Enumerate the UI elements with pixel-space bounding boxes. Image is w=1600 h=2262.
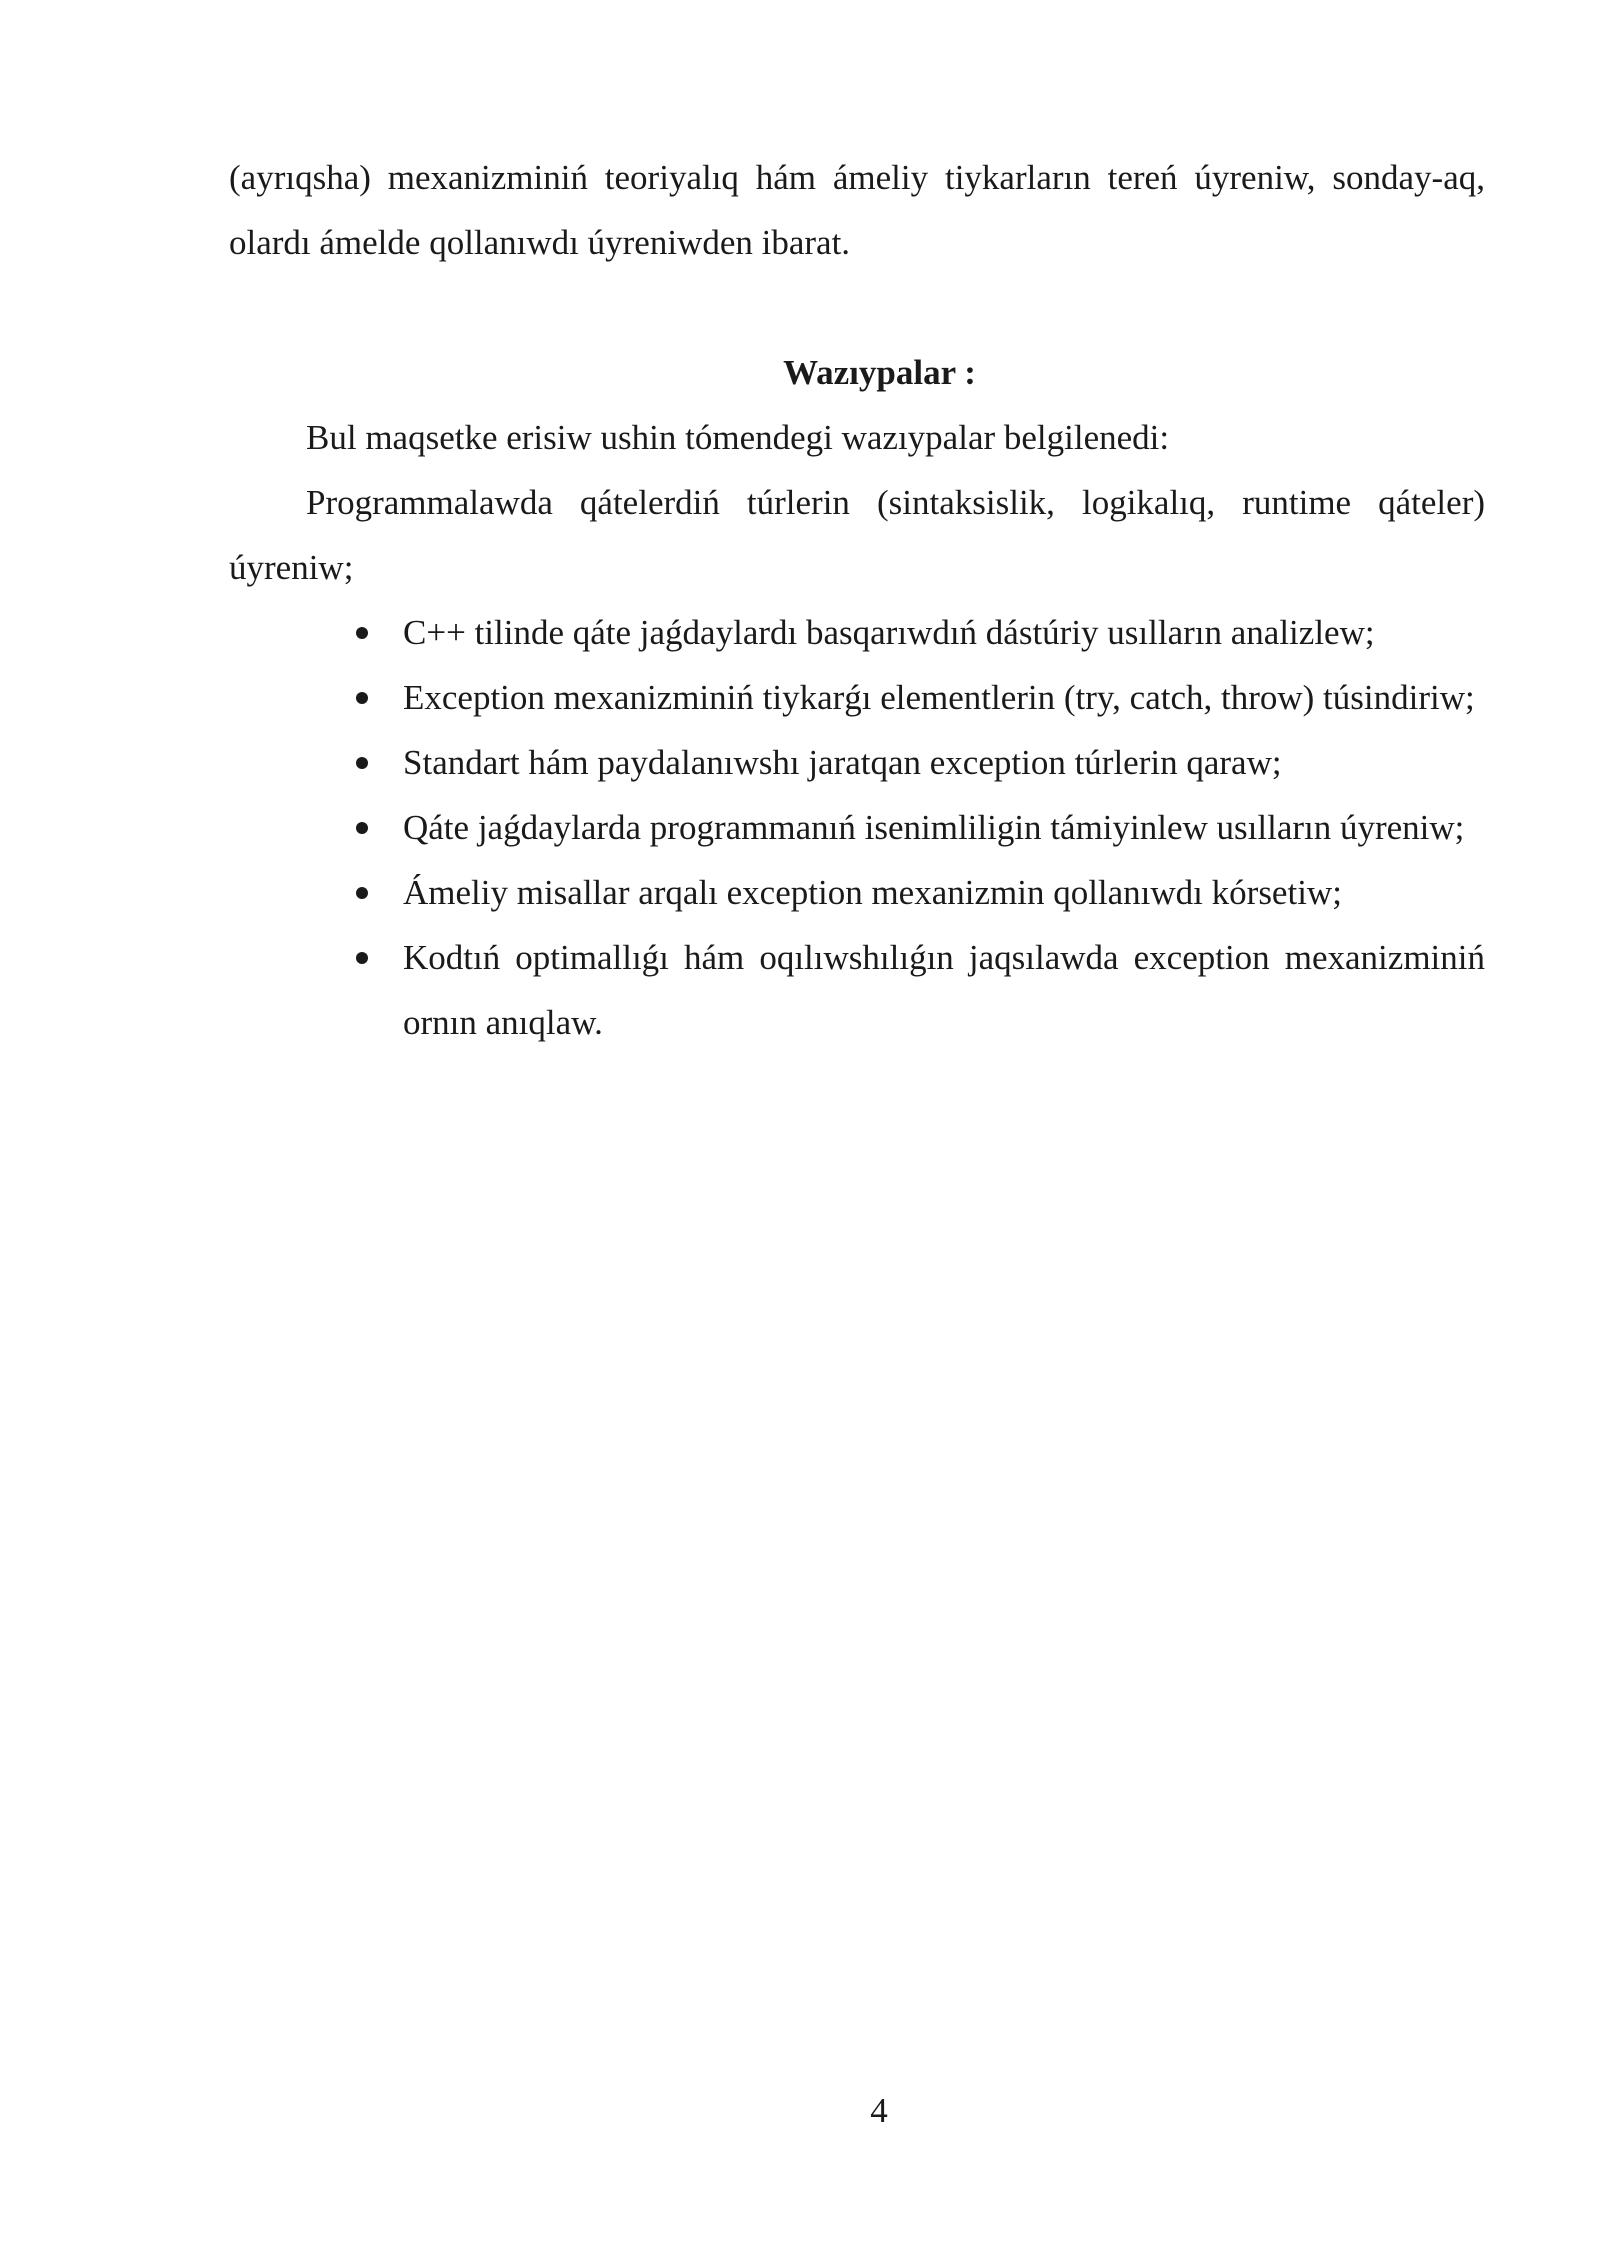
bullet-icon	[356, 952, 368, 964]
list-item-text: Exception mexanizminiń tiykarǵı elementlerin (try, catch, throw) túsindiriw;	[403, 678, 1475, 717]
list-item	[229, 795, 1485, 860]
lead-paragraph: Bul maqsetke erisiw ushin tómendegi wazıypalar belgilenedi:	[306, 418, 1170, 457]
list-item-text: Ámeliy misallar arqalı exception mexanizmin qollanıwdı kórsetiw;	[403, 873, 1342, 912]
list-item-text: C++ tilinde qáte jaǵdaylardı basqarıwdıń dástúriy usılların analizlew;	[403, 613, 1375, 652]
bullet-icon	[356, 887, 368, 899]
list-item-text: Kodtıń optimallıǵı hám oqılıwshılıǵın jaqsılawda exception mexanizminiń ornın anıqlaw.	[403, 938, 1485, 1042]
page-body	[229, 145, 1485, 1055]
list-item	[229, 730, 1485, 795]
list-item	[229, 860, 1485, 925]
bullet-icon	[356, 757, 368, 769]
intro-paragraph: (ayrıqsha) mexanizminiń teoriyalıq hám ámeliy tiykarların tereń úyreniw, sonday-aq, olardı ámelde qollanıwdı úyreniwden ibarat.	[229, 158, 1485, 262]
list-item	[229, 665, 1485, 730]
bullet-icon	[356, 692, 368, 704]
list-item-text: Standart hám paydalanıwshı jaratqan exception túrlerin qaraw;	[403, 743, 1282, 782]
task-bullet-list	[229, 600, 1485, 1055]
list-item	[229, 600, 1485, 665]
first-task-paragraph: Programmalawda qátelerdiń túrlerin (sintaksislik, logikalıq, runtime qáteler) úyreniw;	[229, 483, 1485, 587]
bullet-icon	[356, 627, 368, 639]
page-number: 4	[870, 2091, 888, 2130]
section-heading: Wazıypalar :	[783, 353, 976, 392]
list-item	[229, 925, 1485, 1055]
list-item-text: Qáte jaǵdaylarda programmanıń isenimliligin támiyinlew usılların úyreniw;	[403, 808, 1465, 847]
bullet-icon	[356, 822, 368, 834]
